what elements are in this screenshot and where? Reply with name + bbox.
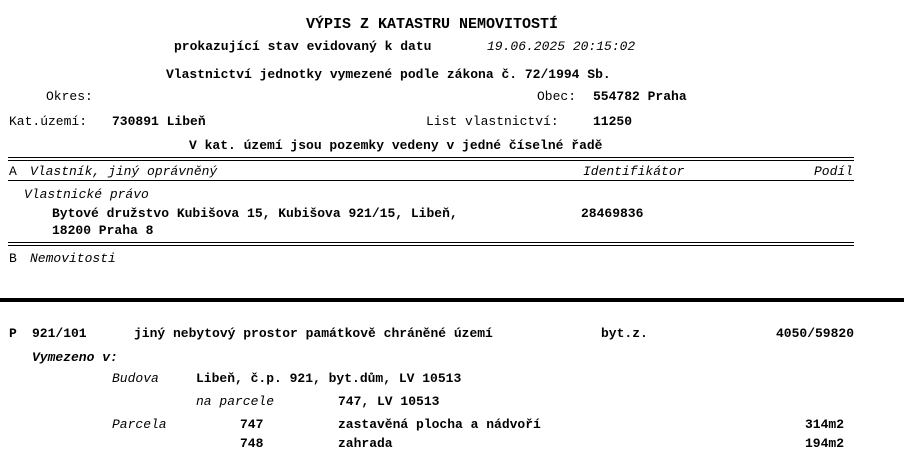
- building-value: Libeň, č.p. 921, byt.dům, LV 10513: [196, 371, 462, 386]
- defined-in-label: Vymezeno v:: [32, 350, 118, 365]
- unit-kind: P: [9, 326, 17, 341]
- owner-name-line1: Bytové družstvo Kubišova 15, Kubišova 921/15, Libeň,: [52, 206, 458, 221]
- katuzemi-value: 730891 Libeň: [112, 114, 206, 129]
- parcel-type: zahrada: [338, 436, 393, 451]
- section-a-top-rule: [8, 157, 854, 158]
- unit-abbr: byt.z.: [601, 326, 648, 341]
- unit-number: 921/101: [32, 326, 87, 341]
- section-a-header-rule: [8, 180, 854, 181]
- section-a-bottom-rule: [8, 242, 854, 243]
- parcel-area: 194m2: [804, 436, 844, 451]
- unit-share: 4050/59820: [775, 326, 854, 341]
- owner-name-line2: 18200 Praha 8: [52, 223, 154, 238]
- right-type: Vlastnické právo: [24, 187, 149, 202]
- obec-value: 554782 Praha: [593, 89, 687, 104]
- section-a-bottom-rule-2: [8, 245, 854, 246]
- identifier-column-header: Identifikátor: [583, 164, 685, 179]
- on-parcel-value: 747, LV 10513: [338, 394, 440, 409]
- share-column-header: Podíl: [813, 164, 853, 179]
- obec-label: Obec:: [537, 89, 577, 104]
- on-parcel-label: na parcele: [196, 394, 275, 409]
- parcel-number: 747: [240, 417, 264, 432]
- list-vlastnictvi-value: 11250: [593, 114, 633, 129]
- unit-purpose: jiný nebytový prostor památkově chráněné území: [134, 326, 493, 341]
- status-date: 19.06.2025 20:15:02: [487, 39, 636, 54]
- list-vlastnictvi-label: List vlastnictví:: [426, 114, 559, 129]
- parcel-area: 314m2: [804, 417, 844, 432]
- parcel-number: 748: [240, 436, 264, 451]
- owner-identifier: 28469836: [581, 206, 644, 221]
- numbering-note: V kat. území jsou pozemky vedeny v jedné číselné řadě: [189, 138, 603, 153]
- section-a-letter: A: [9, 164, 17, 179]
- katuzemi-label: Kat.území:: [9, 114, 88, 129]
- ownership-line: Vlastnictví jednotky vymezené podle zákona č. 72/1994 Sb.: [166, 67, 611, 82]
- status-prefix: prokazující stav evidovaný k datu: [174, 39, 432, 54]
- building-label: Budova: [112, 371, 159, 386]
- parcel-type: zastavěná plocha a nádvoří: [338, 417, 541, 432]
- okres-label: Okres:: [46, 89, 93, 104]
- page-break-rule: [0, 298, 904, 302]
- section-b-title: Nemovitosti: [30, 251, 116, 266]
- section-a-top-rule-2: [8, 160, 854, 161]
- section-b-letter: B: [9, 251, 17, 266]
- parcel-label: Parcela: [112, 417, 167, 432]
- document-title: VÝPIS Z KATASTRU NEMOVITOSTÍ: [305, 16, 559, 33]
- owner-column-header: Vlastník, jiný oprávněný: [30, 164, 218, 179]
